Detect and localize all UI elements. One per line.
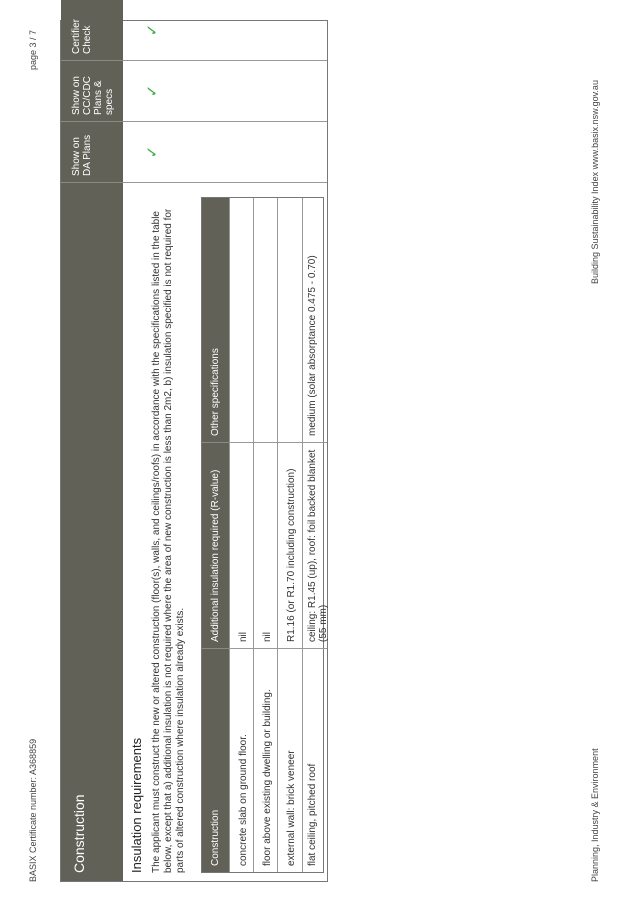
insulation-paragraph: The applicant must construct the new or altered construction (floor(s), walls, and ceilings/roofs) in accordance with the specifications listed in the table below, except that a) additional insulation is not required where the area of new construction is less than 2m2, b) insulation specified is not required for parts of altered construction where insulation already exists. [151, 208, 186, 873]
footer-department: Planning, Industry & Environment [590, 748, 600, 882]
certifier-tick-cell [123, 0, 327, 61]
col-da-plans: Show on DA Plans [61, 122, 123, 183]
cell-insulation: ceiling: R1.45 (up), roof: foil backed blanket (55 mm) [303, 442, 327, 648]
page-number: page 3 / 7 [28, 29, 38, 70]
cell-other [278, 198, 302, 442]
table-row [229, 198, 253, 872]
section-body [123, 21, 327, 881]
cell-insulation: nil [254, 442, 277, 648]
da-plans-tick-cell [123, 122, 327, 183]
cell-construction: concrete slab on ground floor. [230, 648, 253, 872]
cell-construction: floor above existing dwelling or building. [254, 648, 277, 872]
cell-insulation: nil [230, 442, 253, 648]
header-other: Other specifications [210, 348, 221, 436]
insulation-title: Insulation requirements [129, 737, 144, 873]
table-header-row [202, 198, 229, 872]
table-row [253, 198, 277, 872]
cc-cdc-tick-cell [123, 61, 327, 122]
cell-construction: flat ceiling, pitched roof [303, 648, 327, 872]
header-insulation: Additional insulation required (R-value) [202, 442, 229, 648]
section-title: Construction [61, 183, 123, 881]
insulation-table [201, 197, 329, 873]
check-icon: ✓ [144, 145, 161, 159]
table-row [277, 198, 302, 872]
col-certifier-check: Certifier Check [61, 0, 123, 61]
cell-other [230, 198, 253, 442]
section-content [123, 183, 327, 881]
cell-construction: external wall: brick veneer [278, 648, 302, 872]
cell-other: medium (solar absorptance 0.475 - 0.70) [307, 255, 318, 436]
header-construction: Construction [202, 648, 229, 872]
cell-other [254, 198, 277, 442]
section-header [61, 18, 123, 881]
check-icon: ✓ [144, 23, 161, 37]
certificate-number: BASIX Certificate number: A368859 [28, 738, 38, 882]
cell-insulation: R1.16 (or R1.70 including construction) [278, 442, 302, 648]
construction-section [60, 20, 328, 882]
table-row [302, 198, 327, 872]
col-cc-cdc-plans: Show on CC/CDC Plans & specs [61, 61, 123, 122]
footer-basix-link[interactable]: Building Sustainability Index www.basix.nsw.gov.au [590, 80, 600, 284]
check-icon: ✓ [144, 84, 161, 98]
